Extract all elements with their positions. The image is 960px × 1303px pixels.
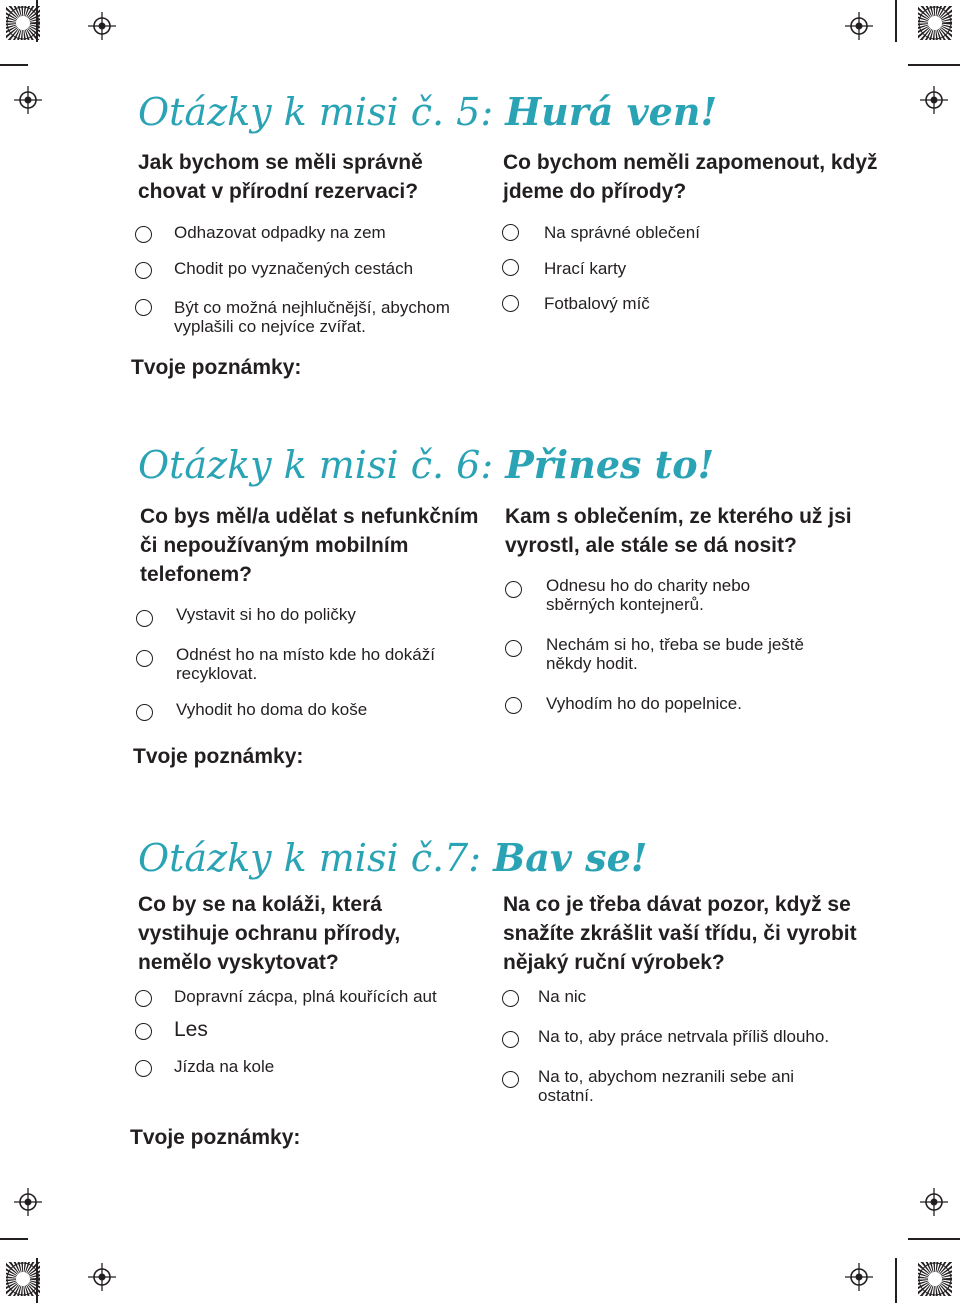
radio-circle-icon[interactable] xyxy=(136,650,153,667)
option-label: Hrací karty xyxy=(544,259,627,278)
radio-circle-icon[interactable] xyxy=(502,295,519,312)
registration-mark-icon xyxy=(920,86,948,114)
radio-circle-icon[interactable] xyxy=(135,262,152,279)
option-label: Na nic xyxy=(538,987,587,1006)
radio-circle-icon[interactable] xyxy=(505,581,522,598)
question-left: Co bys měl/a udělat s nefunkčním či nepoužívaným mobilním telefonem? xyxy=(140,505,479,586)
notes-label: Tvoje poznámky: xyxy=(130,1126,301,1149)
starburst-icon xyxy=(6,1262,40,1296)
question-left: Jak bychom se měli správně chovat v přírodní rezervaci? xyxy=(138,151,423,203)
section-title xyxy=(138,443,714,487)
option-label: Fotbalový míč xyxy=(544,294,650,313)
section-title-strong: Hurá ven! xyxy=(505,89,718,134)
radio-circle-icon[interactable] xyxy=(502,224,519,241)
option-radio[interactable] xyxy=(135,989,152,1007)
option-radio[interactable] xyxy=(135,261,152,279)
section-title xyxy=(138,836,647,880)
option-label: Odhazovat odpadky na zem xyxy=(174,223,386,242)
option-radio[interactable] xyxy=(136,703,153,721)
question-left: Co by se na koláži, která vystihuje ochranu přírody, nemělo vyskytovat? xyxy=(138,893,401,974)
radio-circle-icon[interactable] xyxy=(135,1023,152,1040)
option-label: Odnést ho na místo kde ho dokáží recyklovat. xyxy=(176,645,435,683)
crop-line xyxy=(908,64,960,66)
option-label: Na to, abychom nezranili sebe ani ostatní. xyxy=(538,1067,795,1105)
option-label: Vystavit si ho do poličky xyxy=(176,605,356,624)
option-radio[interactable] xyxy=(502,989,519,1007)
section-title xyxy=(138,90,717,134)
option-label: Les xyxy=(174,1018,208,1041)
radio-circle-icon[interactable] xyxy=(502,1031,519,1048)
registration-mark-icon xyxy=(88,1263,116,1291)
starburst-icon xyxy=(6,6,40,40)
registration-mark-icon xyxy=(920,1188,948,1216)
section-title-main: Otázky k misi č. 6: xyxy=(138,443,506,487)
radio-circle-icon[interactable] xyxy=(502,1071,519,1088)
option-label: Na to, aby práce netrvala příliš dlouho. xyxy=(538,1027,830,1046)
option-label: Jízda na kole xyxy=(174,1057,275,1076)
radio-circle-icon[interactable] xyxy=(505,697,522,714)
option-radio[interactable] xyxy=(502,258,519,276)
option-radio[interactable] xyxy=(136,609,153,627)
starburst-icon xyxy=(918,1262,952,1296)
option-radio[interactable] xyxy=(135,1059,152,1077)
notes-label: Tvoje poznámky: xyxy=(131,356,302,379)
option-label: Být co možná nejhlučnější, abychom vyplašili co nejvíce zvířat. xyxy=(174,298,450,336)
registration-mark-icon xyxy=(845,12,873,40)
option-radio[interactable] xyxy=(505,580,522,598)
option-radio[interactable] xyxy=(502,223,519,241)
starburst-icon xyxy=(918,6,952,40)
section-title-strong: Bav se! xyxy=(493,835,648,880)
question-right: Co bychom neměli zapomenout, když jdeme do přírody? xyxy=(503,151,878,203)
radio-circle-icon[interactable] xyxy=(135,226,152,243)
crop-line xyxy=(895,0,897,42)
question-right: Kam s oblečením, ze kterého už jsi vyrostl, ale stále se dá nosit? xyxy=(505,505,852,557)
crop-line xyxy=(895,1258,897,1303)
option-radio[interactable] xyxy=(505,696,522,714)
option-label: Nechám si ho, třeba se bude ještě někdy hodit. xyxy=(546,635,804,673)
registration-mark-icon xyxy=(845,1263,873,1291)
option-label: Vyhodím ho do popelnice. xyxy=(546,694,742,713)
registration-mark-icon xyxy=(88,12,116,40)
option-label: Vyhodit ho doma do koše xyxy=(176,700,368,719)
radio-circle-icon[interactable] xyxy=(136,610,153,627)
option-label: Chodit po vyznačených cestách xyxy=(174,259,414,278)
registration-mark-icon xyxy=(14,1188,42,1216)
option-radio[interactable] xyxy=(135,1022,152,1040)
option-radio[interactable] xyxy=(502,294,519,312)
option-radio[interactable] xyxy=(502,1070,519,1088)
registration-mark-icon xyxy=(14,86,42,114)
crop-line xyxy=(0,64,28,66)
notes-label: Tvoje poznámky: xyxy=(133,745,304,768)
option-radio[interactable] xyxy=(136,649,153,667)
question-right: Na co je třeba dávat pozor, když se snažíte zkrášlit vaší třídu, či vyrobit nějaký ruční výrobek? xyxy=(503,893,857,974)
radio-circle-icon[interactable] xyxy=(505,640,522,657)
radio-circle-icon[interactable] xyxy=(136,704,153,721)
section-title-main: Otázky k misi č.7: xyxy=(138,836,494,880)
option-radio[interactable] xyxy=(505,639,522,657)
radio-circle-icon[interactable] xyxy=(502,259,519,276)
option-radio[interactable] xyxy=(502,1030,519,1048)
option-label: Dopravní zácpa, plná kouřících aut xyxy=(174,987,437,1006)
option-radio[interactable] xyxy=(135,298,152,316)
crop-line xyxy=(908,1238,960,1240)
section-title-strong: Přines to! xyxy=(505,442,715,487)
option-label: Odnesu ho do charity nebo sběrných kontejnerů. xyxy=(546,576,751,614)
radio-circle-icon[interactable] xyxy=(135,990,152,1007)
option-radio[interactable] xyxy=(135,225,152,243)
option-label: Na správné oblečení xyxy=(544,223,700,242)
radio-circle-icon[interactable] xyxy=(502,990,519,1007)
radio-circle-icon[interactable] xyxy=(135,299,152,316)
radio-circle-icon[interactable] xyxy=(135,1060,152,1077)
crop-line xyxy=(0,1238,28,1240)
section-title-main: Otázky k misi č. 5: xyxy=(138,90,506,134)
